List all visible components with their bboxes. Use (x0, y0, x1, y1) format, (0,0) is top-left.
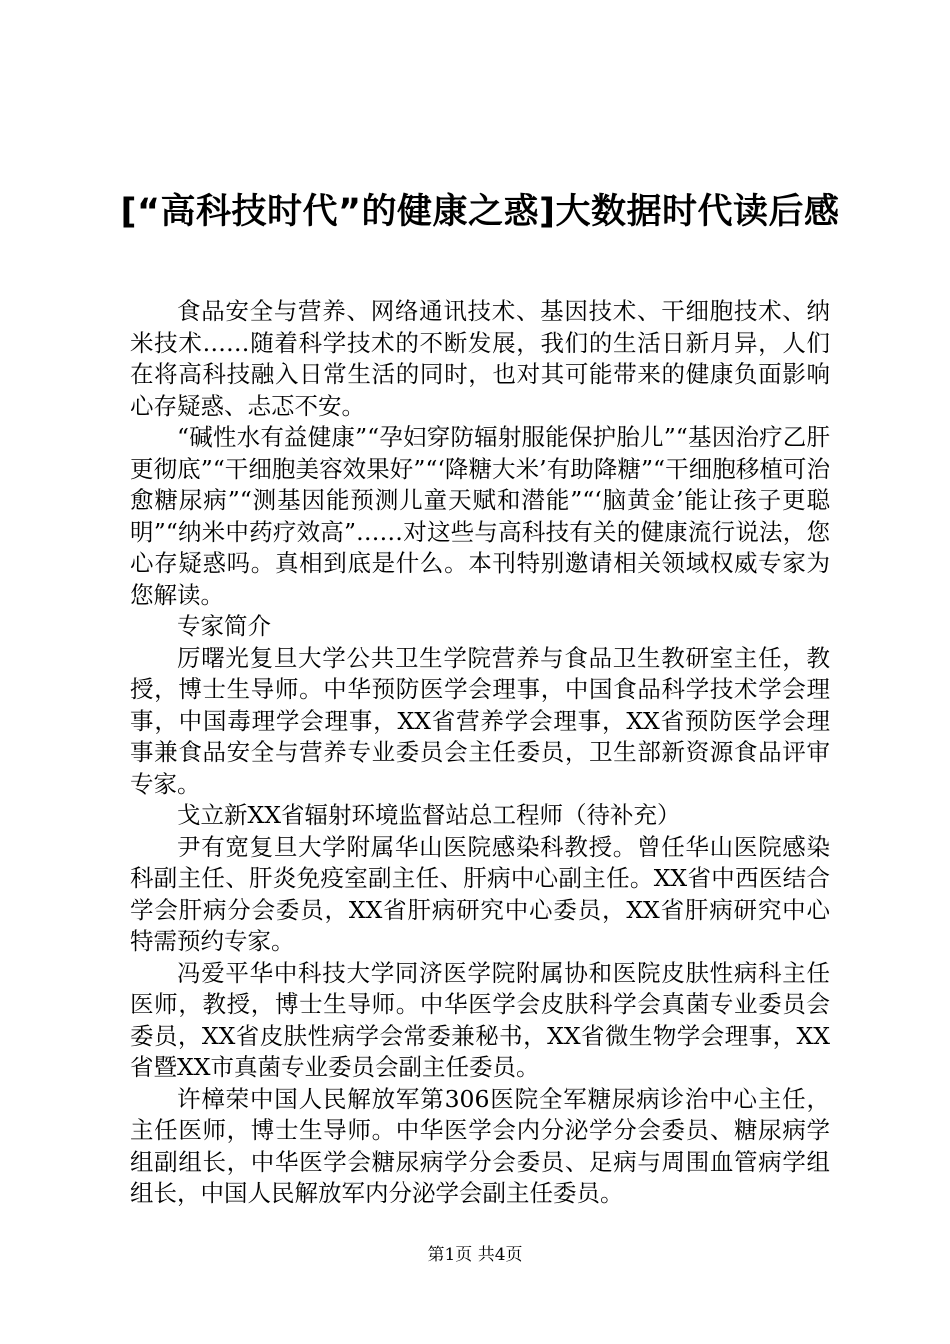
paragraph-expert-yin: 尹有宽复旦大学附属华山医院感染科教授。曾任华山医院感染科副主任、肝炎免疫室副主任、肝病中心副主任。XX省中西医结合学会肝病分会委员，XX省肝病研究中心委员，XX省肝病研究中心特需预约专家。 (130, 832, 830, 955)
paragraph-expert-feng: 冯爱平华中科技大学同济医学院附属协和医院皮肤性病科主任医师，教授，博士生导师。中华医学会皮肤科学会真菌专业委员会委员，XX省皮肤性病学会常委兼秘书，XX省微生物学会理事，XX省暨XX市真菌专业委员会副主任委员。 (130, 958, 830, 1081)
paragraph-health-claims: “碱性水有益健康”“孕妇穿防辐射服能保护胎儿”“基因治疗乙肝更彻底”“干细胞美容效果好”“‘降糖大米’有助降糖”“干细胞移植可治愈糖尿病”“测基因能预测儿童天赋和潜能”“‘脑黄金’能让孩子更聪明”“纳米中药疗效高”……对这些与高科技有关的健康流行说法，您心存疑惑吗。真相到底是什么。本刊特别邀请相关领域权威专家为您解读。 (130, 423, 830, 609)
document-title: [“高科技时代”的健康之惑]大数据时代读后感 (120, 192, 840, 232)
paragraph-expert-xu: 许樟荣中国人民解放军第306医院全军糖尿病诊治中心主任，主任医师，博士生导师。中华医学会内分泌学分会委员、糖尿病学组副组长，中华医学会糖尿病学分会委员、足病与周围血管病学组组长，中国人民解放军内分泌学会副主任委员。 (130, 1084, 830, 1207)
paragraph-expert-heading: 专家简介 (177, 612, 271, 640)
paragraph-expert-li: 厉曙光复旦大学公共卫生学院营养与食品卫生教研室主任，教授，博士生导师。中华预防医学会理事，中国食品科学技术学会理事，中国毒理学会理事，XX省营养学会理事，XX省预防医学会理事兼食品安全与营养专业委员会主任委员，卫生部新资源食品评审专家。 (130, 643, 830, 798)
paragraph-expert-ge: 戈立新XX省辐射环境监督站总工程师（待补充） (177, 801, 681, 829)
paragraph-intro: 食品安全与营养、网络通讯技术、基因技术、干细胞技术、纳米技术……随着科学技术的不断发展，我们的生活日新月异，人们在将高科技融入日常生活的同时，也对其可能带来的健康负面影响心存疑惑、忐忑不安。 (130, 297, 830, 420)
page-footer: 第1页 共4页 (427, 1245, 523, 1265)
document-body (130, 296, 830, 1210)
